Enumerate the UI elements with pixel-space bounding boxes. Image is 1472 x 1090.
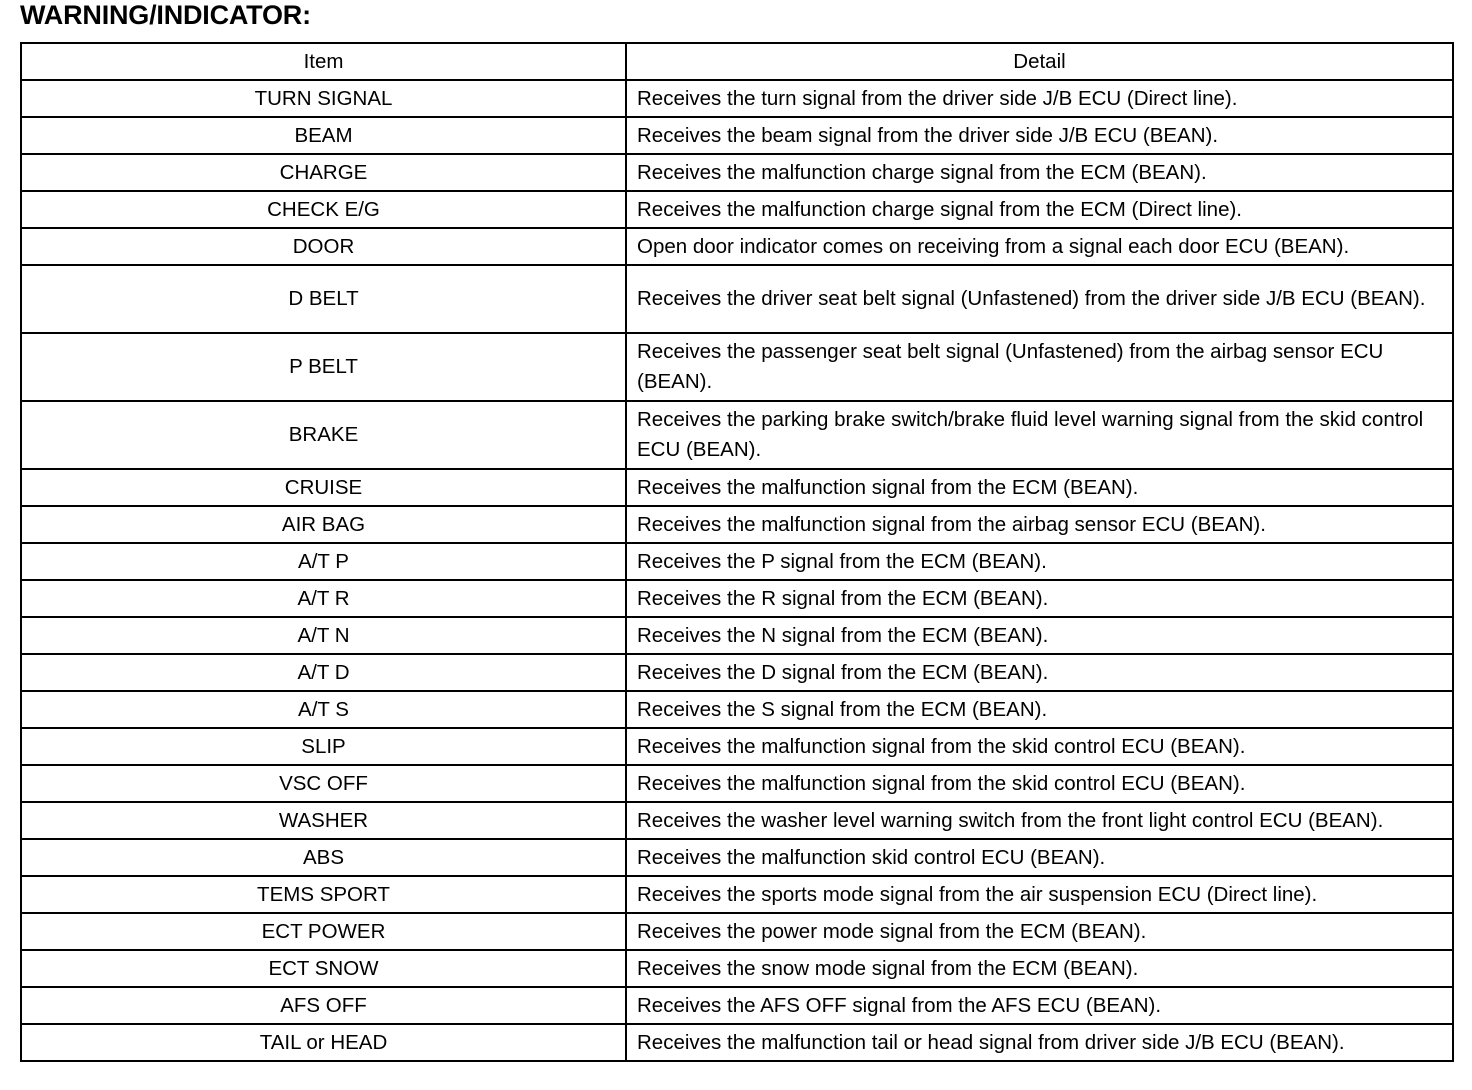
item-cell: AFS OFF — [21, 987, 626, 1024]
table-row — [21, 80, 1453, 117]
table-row — [21, 1024, 1453, 1061]
item-cell: CRUISE — [21, 469, 626, 506]
item-cell: ECT POWER — [21, 913, 626, 950]
detail-cell: Receives the P signal from the ECM (BEAN). — [626, 543, 1453, 580]
detail-cell: Receives the washer level warning switch from the front light control ECU (BEAN). — [626, 802, 1453, 839]
detail-cell: Receives the snow mode signal from the ECM (BEAN). — [626, 950, 1453, 987]
table-row — [21, 839, 1453, 876]
table-row — [21, 765, 1453, 802]
detail-cell: Receives the malfunction signal from the airbag sensor ECU (BEAN). — [626, 506, 1453, 543]
detail-cell: Receives the malfunction charge signal from the ECM (BEAN). — [626, 154, 1453, 191]
item-cell: A/T R — [21, 580, 626, 617]
item-cell: A/T N — [21, 617, 626, 654]
table-row — [21, 117, 1453, 154]
table-row — [21, 506, 1453, 543]
detail-cell: Receives the power mode signal from the ECM (BEAN). — [626, 913, 1453, 950]
table-row — [21, 265, 1453, 333]
item-cell: VSC OFF — [21, 765, 626, 802]
column-header-detail: Detail — [626, 43, 1453, 80]
detail-cell: Receives the malfunction signal from the ECM (BEAN). — [626, 469, 1453, 506]
table-row — [21, 691, 1453, 728]
item-cell: TURN SIGNAL — [21, 80, 626, 117]
item-cell: A/T P — [21, 543, 626, 580]
warning-indicator-table — [20, 42, 1454, 1062]
item-cell: BRAKE — [21, 401, 626, 469]
item-cell: CHARGE — [21, 154, 626, 191]
table-row — [21, 333, 1453, 401]
table-row — [21, 469, 1453, 506]
detail-cell: Receives the driver seat belt signal (Unfastened) from the driver side J/B ECU (BEAN). — [626, 265, 1453, 333]
item-cell: SLIP — [21, 728, 626, 765]
detail-cell: Receives the malfunction signal from the skid control ECU (BEAN). — [626, 728, 1453, 765]
detail-cell: Receives the passenger seat belt signal (Unfastened) from the airbag sensor ECU (BEAN). — [626, 333, 1453, 401]
item-cell: DOOR — [21, 228, 626, 265]
column-header-item: Item — [21, 43, 626, 80]
table-row — [21, 876, 1453, 913]
detail-cell: Receives the malfunction tail or head signal from driver side J/B ECU (BEAN). — [626, 1024, 1453, 1061]
detail-cell: Receives the turn signal from the driver side J/B ECU (Direct line). — [626, 80, 1453, 117]
table-row — [21, 228, 1453, 265]
detail-cell: Receives the parking brake switch/brake fluid level warning signal from the skid control ECU (BEAN). — [626, 401, 1453, 469]
table-row — [21, 617, 1453, 654]
table-row — [21, 580, 1453, 617]
item-cell: P BELT — [21, 333, 626, 401]
detail-cell: Receives the beam signal from the driver side J/B ECU (BEAN). — [626, 117, 1453, 154]
table-row — [21, 401, 1453, 469]
detail-cell: Open door indicator comes on receiving from a signal each door ECU (BEAN). — [626, 228, 1453, 265]
item-cell: D BELT — [21, 265, 626, 333]
table-row — [21, 654, 1453, 691]
detail-cell: Receives the malfunction skid control ECU (BEAN). — [626, 839, 1453, 876]
section-title: WARNING/INDICATOR: — [20, 0, 311, 30]
table-row — [21, 987, 1453, 1024]
item-cell: WASHER — [21, 802, 626, 839]
table-row — [21, 950, 1453, 987]
item-cell: A/T S — [21, 691, 626, 728]
detail-cell: Receives the D signal from the ECM (BEAN). — [626, 654, 1453, 691]
item-cell: AIR BAG — [21, 506, 626, 543]
detail-cell: Receives the malfunction charge signal from the ECM (Direct line). — [626, 191, 1453, 228]
detail-cell: Receives the R signal from the ECM (BEAN). — [626, 580, 1453, 617]
detail-cell: Receives the AFS OFF signal from the AFS ECU (BEAN). — [626, 987, 1453, 1024]
table-row — [21, 728, 1453, 765]
detail-cell: Receives the N signal from the ECM (BEAN). — [626, 617, 1453, 654]
item-cell: TAIL or HEAD — [21, 1024, 626, 1061]
detail-cell: Receives the S signal from the ECM (BEAN). — [626, 691, 1453, 728]
item-cell: A/T D — [21, 654, 626, 691]
item-cell: CHECK E/G — [21, 191, 626, 228]
table-header-row — [21, 43, 1453, 80]
item-cell: ECT SNOW — [21, 950, 626, 987]
table-row — [21, 191, 1453, 228]
item-cell: TEMS SPORT — [21, 876, 626, 913]
item-cell: ABS — [21, 839, 626, 876]
detail-cell: Receives the sports mode signal from the air suspension ECU (Direct line). — [626, 876, 1453, 913]
table-row — [21, 913, 1453, 950]
table-row — [21, 802, 1453, 839]
table-row — [21, 154, 1453, 191]
item-cell: BEAM — [21, 117, 626, 154]
detail-cell: Receives the malfunction signal from the skid control ECU (BEAN). — [626, 765, 1453, 802]
table-row — [21, 543, 1453, 580]
